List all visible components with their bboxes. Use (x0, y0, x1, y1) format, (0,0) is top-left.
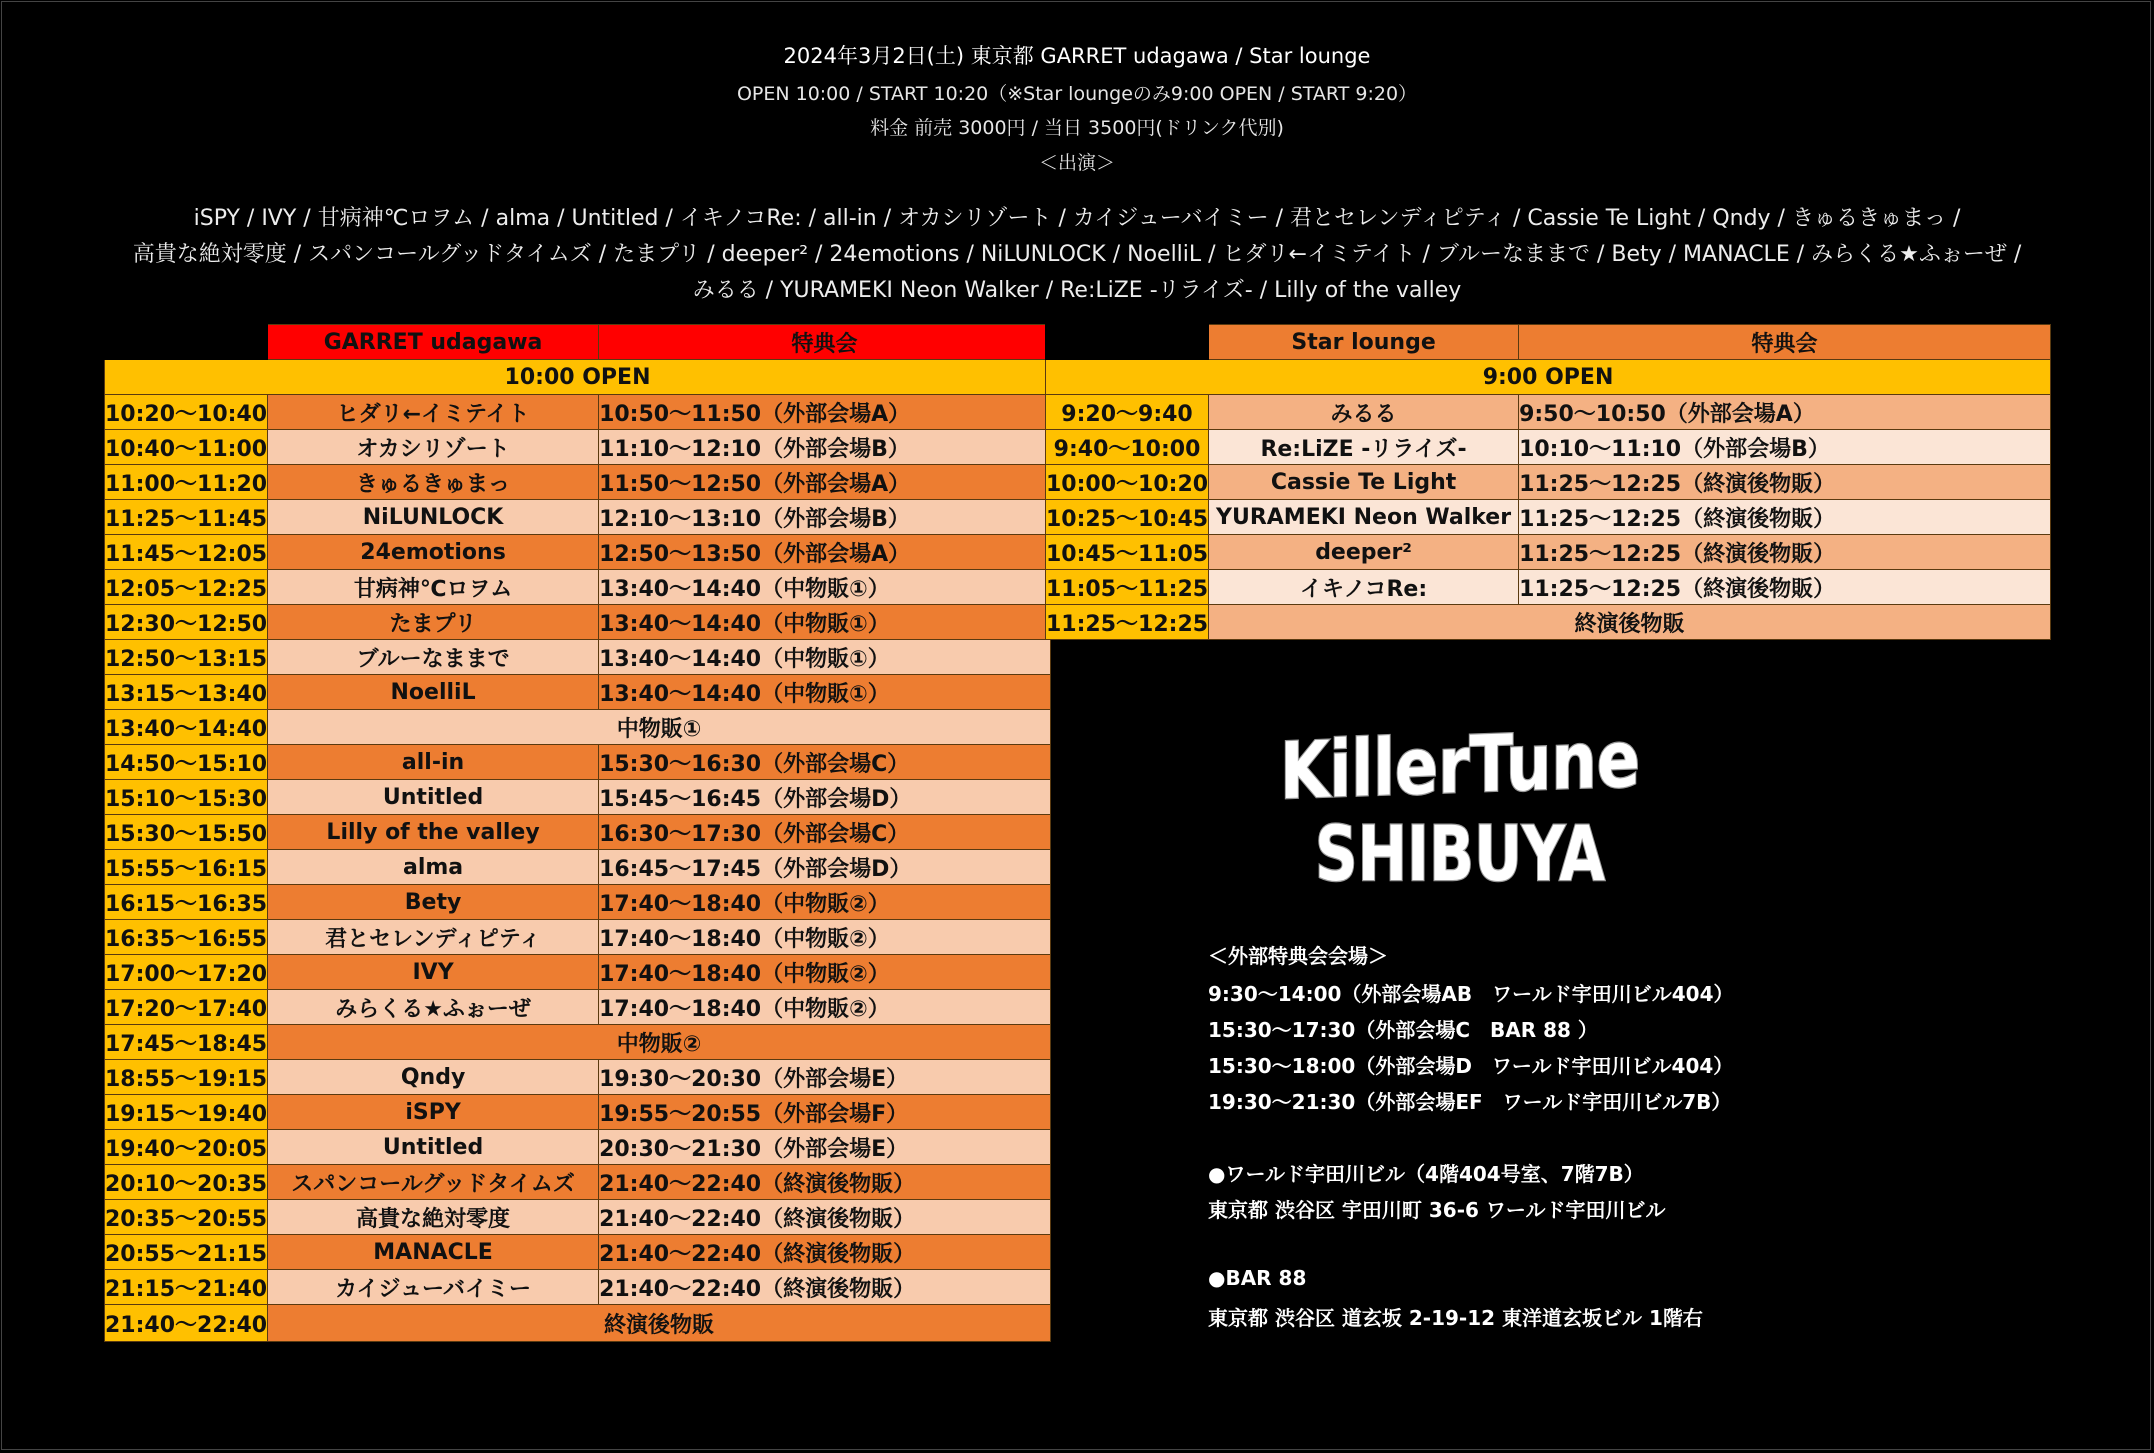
event-price: 料金 前売 3000円 / 当日 3500円(ドリンク代別) (870, 117, 1284, 139)
slot-time: 20:10〜20:35 (105, 1165, 268, 1200)
table-row (105, 1095, 1051, 1130)
performer-line-3: みるる / YURAMEKI Neon Walker / Re:LiZE -リライズ- / Lilly of the valley (692, 278, 1462, 303)
table-row (105, 535, 1051, 570)
slot-time: 12:50〜13:15 (105, 640, 268, 675)
slot-bonus: 11:10〜12:10（外部会場B） (599, 430, 1051, 465)
logo-line-2: SHIBUYA (1315, 809, 1606, 898)
slot-time: 20:35〜20:55 (105, 1200, 268, 1235)
external-venues-title: ＜外部特典会会場＞ (1208, 944, 1388, 968)
lineup-label: ＜出演＞ (1038, 152, 1115, 174)
slot-bonus: 17:40〜18:40（中物販②） (599, 990, 1051, 1025)
slot-bonus: 11:25〜12:25（終演後物販） (1519, 535, 2051, 570)
table-row (105, 640, 1051, 675)
slot-time: 19:15〜19:40 (105, 1095, 268, 1130)
table-row (105, 1060, 1051, 1095)
slot-time: 11:05〜11:25 (1046, 570, 1209, 605)
slot-bonus: 21:40〜22:40（終演後物販） (599, 1200, 1051, 1235)
slot-artist: NiLUNLOCK (268, 500, 599, 535)
star-open-row: 9:00 OPEN (1046, 360, 2051, 395)
slot-bonus: 11:50〜12:50（外部会場A） (599, 465, 1051, 500)
slot-time: 15:30〜15:50 (105, 815, 268, 850)
performer-line-2: 高貴な絶対零度 / スパンコールグッドタイムズ / たまプリ / deeper² / 24emotions / NiLUNLOCK / NoelliL / ヒダリ←イミテイト / ブルーなままで / Bety / MANACLE / みらくる★ふぉーぜ / (132, 242, 2022, 267)
slot-bonus: 21:40〜22:40（終演後物販） (599, 1270, 1051, 1305)
slot-artist: スパンコールグッドタイムズ (268, 1165, 599, 1200)
table-row (105, 1165, 1051, 1200)
table-row (105, 710, 1051, 745)
slot-bonus: 17:40〜18:40（中物販②） (599, 885, 1051, 920)
slot-bonus: 13:40〜14:40（中物販①） (599, 570, 1051, 605)
table-row (1046, 430, 2051, 465)
slot-bonus: 21:40〜22:40（終演後物販） (599, 1165, 1051, 1200)
slot-bonus: 15:30〜16:30（外部会場C） (599, 745, 1051, 780)
slot-bonus: 15:45〜16:45（外部会場D） (599, 780, 1051, 815)
slot-time: 11:45〜12:05 (105, 535, 268, 570)
slot-artist: Qndy (268, 1060, 599, 1095)
table-row (105, 1130, 1051, 1165)
slot-artist: IVY (268, 955, 599, 990)
slot-bonus: 12:10〜13:10（外部会場B） (599, 500, 1051, 535)
slot-time: 9:20〜9:40 (1046, 395, 1209, 430)
table-row (105, 815, 1051, 850)
merch-span: 中物販② (268, 1025, 1051, 1060)
slot-bonus: 17:40〜18:40（中物販②） (599, 955, 1051, 990)
slot-artist: カイジューバイミー (268, 1270, 599, 1305)
external-venue-line: 15:30〜18:00（外部会場D ワールド宇田川ビル404） (1208, 1054, 1734, 1078)
slot-artist: たまプリ (268, 605, 599, 640)
slot-bonus: 11:25〜12:25（終演後物販） (1519, 500, 2051, 535)
table-row (105, 885, 1051, 920)
slot-artist: YURAMEKI Neon Walker (1209, 500, 1519, 535)
slot-bonus: 10:50〜11:50（外部会場A） (599, 395, 1051, 430)
slot-bonus: 13:40〜14:40（中物販①） (599, 640, 1051, 675)
slot-artist: ブルーなままで (268, 640, 599, 675)
slot-artist: NoelliL (268, 675, 599, 710)
slot-time: 12:30〜12:50 (105, 605, 268, 640)
slot-time: 17:00〜17:20 (105, 955, 268, 990)
external-venue-line: 15:30〜17:30（外部会場C BAR 88 ） (1208, 1018, 1598, 1042)
slot-artist: 君とセレンディピティ (268, 920, 599, 955)
slot-time: 19:40〜20:05 (105, 1130, 268, 1165)
bar88-address: 東京都 渋谷区 道玄坂 2-19-12 東洋道玄坂ビル 1階右 (1208, 1306, 1703, 1330)
slot-time: 20:55〜21:15 (105, 1235, 268, 1270)
slot-time: 17:45〜18:45 (105, 1025, 268, 1060)
slot-bonus: 19:30〜20:30（外部会場E） (599, 1060, 1051, 1095)
slot-time: 12:05〜12:25 (105, 570, 268, 605)
slot-artist: Cassie Te Light (1209, 465, 1519, 500)
slot-artist: Untitled (268, 1130, 599, 1165)
table-row (1046, 500, 2051, 535)
table-row (105, 675, 1051, 710)
table-row (1046, 535, 2051, 570)
table-row (1046, 395, 2051, 430)
slot-time: 18:55〜19:15 (105, 1060, 268, 1095)
external-venue-line: 19:30〜21:30（外部会場EF ワールド宇田川ビル7B） (1208, 1090, 1732, 1114)
slot-time: 13:15〜13:40 (105, 675, 268, 710)
garret-bonus-header: 特典会 (599, 325, 1051, 360)
slot-time: 10:25〜10:45 (1046, 500, 1209, 535)
table-row (105, 570, 1051, 605)
slot-time: 10:00〜10:20 (1046, 465, 1209, 500)
garret-venue-header: GARRET udagawa (268, 325, 599, 360)
star-venue-header: Star lounge (1209, 325, 1519, 360)
slot-bonus: 20:30〜21:30（外部会場E） (599, 1130, 1051, 1165)
slot-bonus: 17:40〜18:40（中物販②） (599, 920, 1051, 955)
slot-time: 9:40〜10:00 (1046, 430, 1209, 465)
table-row (1046, 465, 2051, 500)
slot-artist: all-in (268, 745, 599, 780)
slot-bonus: 13:40〜14:40（中物販①） (599, 605, 1051, 640)
table-row (105, 850, 1051, 885)
table-row (105, 780, 1051, 815)
slot-artist: Re:LiZE -リライズ- (1209, 430, 1519, 465)
table-row (105, 605, 1051, 640)
event-time: OPEN 10:00 / START 10:20（※Star loungeのみ9:00 OPEN / START 9:20） (736, 83, 1418, 105)
slot-artist: みらくる★ふぉーぜ (268, 990, 599, 1025)
bar88-name: ●BAR 88 (1208, 1266, 1307, 1290)
external-venue-line: 9:30〜14:00（外部会場AB ワールド宇田川ビル404） (1208, 982, 1734, 1006)
slot-bonus: 13:40〜14:40（中物販①） (599, 675, 1051, 710)
slot-bonus: 9:50〜10:50（外部会場A） (1519, 395, 2051, 430)
star-bonus-header: 特典会 (1519, 325, 2051, 360)
slot-bonus: 19:55〜20:55（外部会場F） (599, 1095, 1051, 1130)
world-udagawa-name: ●ワールド宇田川ビル（4階404号室、7階7B） (1208, 1162, 1644, 1186)
world-udagawa-address: 東京都 渋谷区 宇田川町 36-6 ワールド宇田川ビル (1208, 1198, 1666, 1222)
slot-bonus: 16:45〜17:45（外部会場D） (599, 850, 1051, 885)
slot-artist: 甘病神℃ロヲム (268, 570, 599, 605)
slot-artist: ヒダリ←イミテイト (268, 395, 599, 430)
slot-artist: Bety (268, 885, 599, 920)
garret-header-blank (105, 325, 268, 360)
slot-artist: MANACLE (268, 1235, 599, 1270)
slot-artist: イキノコRe: (1209, 570, 1519, 605)
slot-time: 21:40〜22:40 (105, 1305, 268, 1342)
slot-time: 11:00〜11:20 (105, 465, 268, 500)
table-row (105, 430, 1051, 465)
slot-time: 17:20〜17:40 (105, 990, 268, 1025)
table-row (105, 990, 1051, 1025)
merch-span: 中物販① (268, 710, 1051, 745)
slot-artist: 高貴な絶対零度 (268, 1200, 599, 1235)
slot-time: 16:35〜16:55 (105, 920, 268, 955)
slot-bonus: 10:10〜11:10（外部会場B） (1519, 430, 2051, 465)
garret-timetable (104, 324, 1051, 1342)
slot-time: 14:50〜15:10 (105, 745, 268, 780)
slot-time: 11:25〜11:45 (105, 500, 268, 535)
slot-artist: Lilly of the valley (268, 815, 599, 850)
slot-time: 10:20〜10:40 (105, 395, 268, 430)
slot-time: 11:25〜12:25 (1046, 605, 1209, 640)
table-row (105, 745, 1051, 780)
slot-artist: みるる (1209, 395, 1519, 430)
table-row (1046, 570, 2051, 605)
table-row (105, 1305, 1051, 1342)
slot-artist: Untitled (268, 780, 599, 815)
table-row (105, 395, 1051, 430)
table-row (105, 500, 1051, 535)
slot-time: 13:40〜14:40 (105, 710, 268, 745)
slot-time: 15:10〜15:30 (105, 780, 268, 815)
garret-open-row: 10:00 OPEN (105, 360, 1051, 395)
table-row (105, 465, 1051, 500)
slot-artist: 24emotions (268, 535, 599, 570)
merch-span: 終演後物販 (268, 1305, 1051, 1342)
star-lounge-timetable (1045, 324, 2051, 640)
slot-time: 15:55〜16:15 (105, 850, 268, 885)
slot-artist: deeper² (1209, 535, 1519, 570)
slot-bonus: 11:25〜12:25（終演後物販） (1519, 570, 2051, 605)
table-row (105, 955, 1051, 990)
table-row (105, 920, 1051, 955)
table-row (105, 1270, 1051, 1305)
logo-line-1: KillerTune (1280, 711, 1721, 818)
slot-artist: オカシリゾート (268, 430, 599, 465)
slot-time: 21:15〜21:40 (105, 1270, 268, 1305)
slot-bonus: 11:25〜12:25（終演後物販） (1519, 465, 2051, 500)
slot-bonus: 12:50〜13:50（外部会場A） (599, 535, 1051, 570)
slot-artist: きゅるきゅまっ (268, 465, 599, 500)
slot-time: 10:40〜11:00 (105, 430, 268, 465)
slot-bonus: 16:30〜17:30（外部会場C） (599, 815, 1051, 850)
star-header-blank (1046, 325, 1209, 360)
table-row (105, 1200, 1051, 1235)
slot-time: 16:15〜16:35 (105, 885, 268, 920)
slot-time: 10:45〜11:05 (1046, 535, 1209, 570)
slot-artist: alma (268, 850, 599, 885)
performer-line-1: iSPY / IVY / 甘病神℃ロヲム / alma / Untitled / イキノコRe: / all-in / オカシリゾート / カイジューバイミー / 君とセレンディピティ / Cassie Te Light / Qndy / きゅるきゅまっ / (193, 206, 1961, 231)
table-row (1046, 605, 2051, 640)
killertune-shibuya-logo (1270, 700, 1721, 900)
slot-bonus: 21:40〜22:40（終演後物販） (599, 1235, 1051, 1270)
event-date-venue: 2024年3月2日(土) 東京都 GARRET udagawa / Star lounge (783, 44, 1371, 68)
slot-artist: iSPY (268, 1095, 599, 1130)
table-row (105, 1025, 1051, 1060)
merch-span: 終演後物販 (1209, 605, 2051, 640)
table-row (105, 1235, 1051, 1270)
